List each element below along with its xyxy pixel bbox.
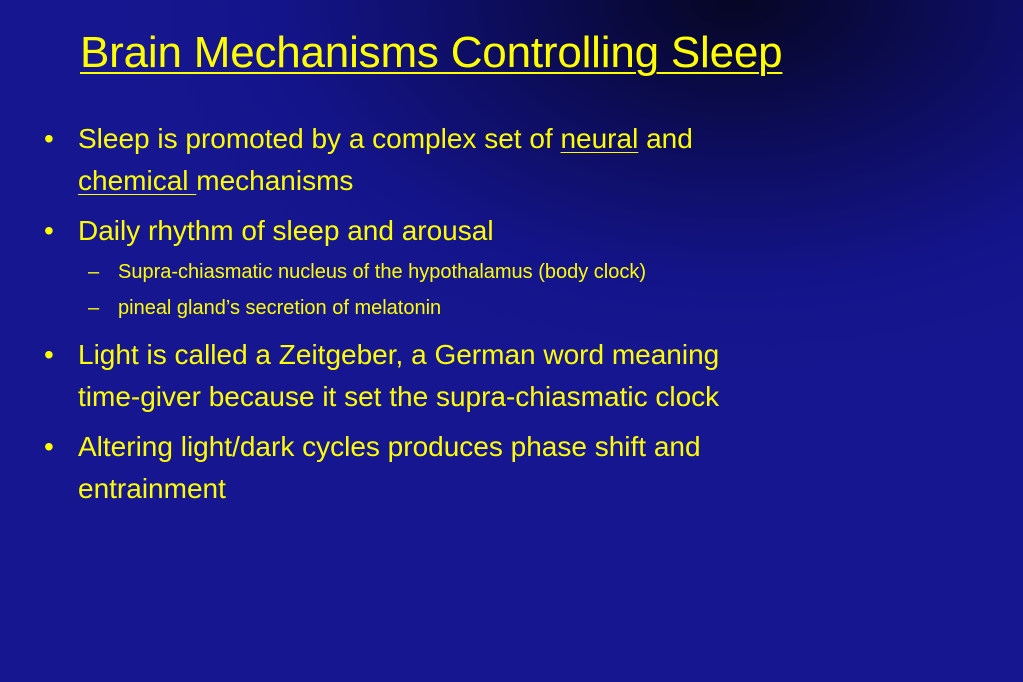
chemical-link[interactable]: chemical (78, 165, 197, 196)
bullet-item (44, 426, 974, 510)
sub-bullet-item (78, 290, 974, 326)
neural-link[interactable]: neural (560, 123, 639, 154)
bullet-list (44, 118, 974, 518)
bullet-text: mechanisms (196, 165, 354, 196)
bullet-item (44, 334, 974, 418)
sub-bullet-list (78, 254, 974, 326)
sub-bullet-item (78, 254, 974, 290)
sub-bullet-marker: – (88, 297, 100, 319)
bullet-item (44, 210, 974, 326)
bullet-text: Light is called a Zeitgeber, a German word meaning (78, 339, 720, 370)
bullet-marker: • (44, 431, 54, 462)
bullet-text: and (638, 123, 693, 154)
bullet-item (44, 118, 974, 202)
bullet-text: Altering light/dark cycles produces phase shift and (78, 431, 701, 462)
sub-bullet-marker: – (88, 261, 100, 283)
sub-bullet-text: Supra-chiasmatic nucleus of the hypothalamus (body clock) (118, 261, 647, 283)
bullet-text: Sleep is promoted by a complex set of (78, 123, 561, 154)
bullet-text: Daily rhythm of sleep and arousal (78, 215, 494, 246)
bullet-text: time-giver because it set the supra-chiasmatic clock (78, 381, 720, 412)
slide-title: Brain Mechanisms Controlling Sleep (80, 28, 783, 77)
bullet-marker: • (44, 215, 54, 246)
bullet-marker: • (44, 123, 54, 154)
sub-bullet-text: pineal gland’s secretion of melatonin (118, 297, 442, 319)
bullet-marker: • (44, 339, 54, 370)
bullet-text: entrainment (78, 473, 226, 504)
